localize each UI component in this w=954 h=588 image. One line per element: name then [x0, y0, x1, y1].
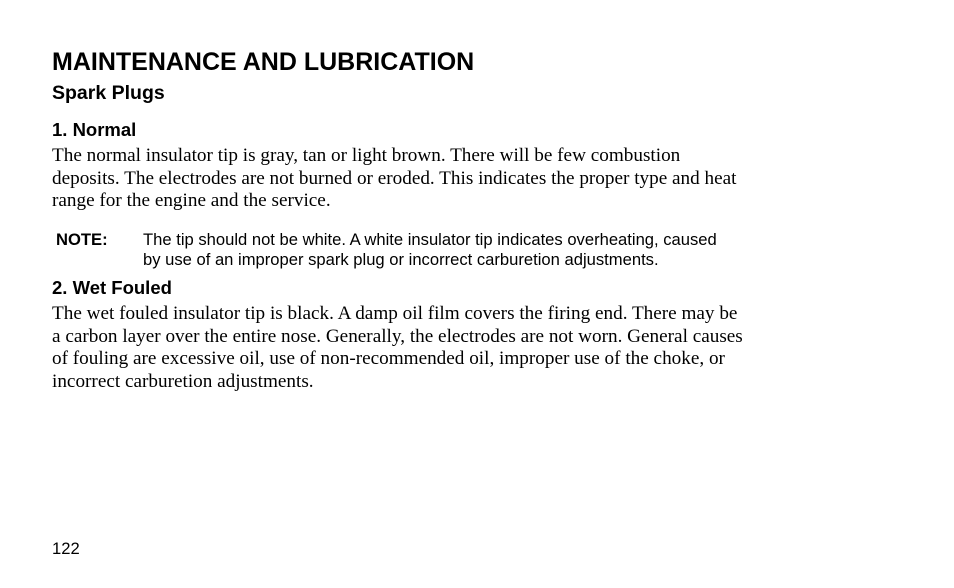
- text-line: of fouling are excessive oil, use of non-recommended oil, improper use of the choke, or: [52, 348, 725, 369]
- page-number: 122: [52, 539, 80, 558]
- text-line: a carbon layer over the entire nose. Generally, the electrodes are not worn. General causes: [52, 325, 743, 347]
- text-line: incorrect carburetion adjustments.: [52, 370, 314, 392]
- subsection-title: Spark Plugs: [52, 82, 165, 104]
- text-line: range for the engine and the service.: [52, 190, 331, 211]
- section-title: MAINTENANCE AND LUBRICATION: [52, 48, 475, 76]
- text-line: The tip should not be white. A white insulator tip indicates overheating, caused: [143, 230, 717, 249]
- item-heading-normal: 1. Normal: [52, 119, 137, 140]
- item-description-wet-fouled: [52, 303, 892, 393]
- text-line: The normal insulator tip is gray, tan or light brown. There will be few combustion: [52, 145, 681, 166]
- item-description-normal: [52, 145, 892, 213]
- text-line: The wet fouled insulator tip is black. A damp oil film covers the firing end. There may be: [52, 303, 738, 324]
- text-line: deposits. The electrodes are not burned or eroded. This indicates the proper type and heat: [52, 167, 737, 189]
- item-heading-wet-fouled: 2. Wet Fouled: [52, 277, 172, 298]
- note-text: [143, 230, 883, 270]
- text-line: by use of an improper spark plug or incorrect carburetion adjustments.: [143, 250, 659, 269]
- note-label: NOTE:: [56, 230, 108, 249]
